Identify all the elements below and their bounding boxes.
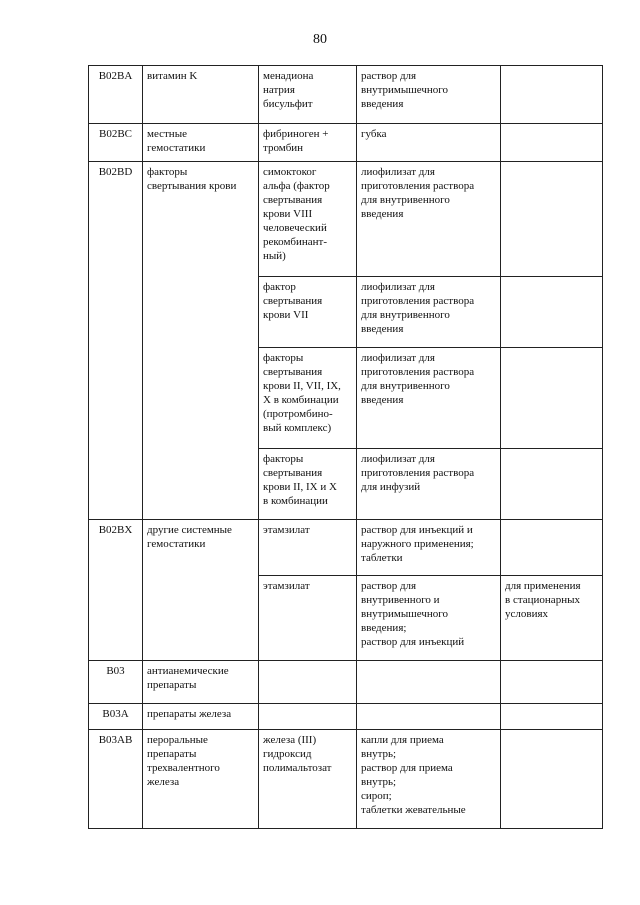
dosage-form: раствор для внутримышечного введения: [357, 66, 501, 124]
atc-code: B03AB: [89, 730, 143, 829]
drug-name: фибриноген + тромбин: [259, 124, 357, 162]
dosage-form: лиофилизат для приготовления раствора для инфузий: [357, 449, 501, 520]
table-row-b02bc: [89, 124, 603, 162]
drug-name: этамзилат: [259, 576, 357, 661]
drug-name: факторы свертывания крови II, IX и X в комбинации: [259, 449, 357, 520]
drug-name: [259, 661, 357, 704]
pharmacological-group: другие системные гемостатики: [143, 520, 259, 661]
drug-name: [259, 704, 357, 730]
note: [501, 520, 603, 576]
note: [501, 704, 603, 730]
dosage-form: раствор для инъекций и наружного применения; таблетки: [357, 520, 501, 576]
drug-name: факторы свертывания крови II, VII, IX, X в комбинации (протромбино- вый комплекс): [259, 348, 357, 449]
atc-code: B02BD: [89, 162, 143, 520]
dosage-form: [357, 704, 501, 730]
pharmacological-group: факторы свертывания крови: [143, 162, 259, 520]
atc-code: B03: [89, 661, 143, 704]
pharmacological-group: антианемические препараты: [143, 661, 259, 704]
note: [501, 124, 603, 162]
dosage-form: капли для приема внутрь; раствор для приема внутрь; сироп; таблетки жевательные: [357, 730, 501, 829]
table-row-b02bd: [89, 162, 603, 277]
note: [501, 661, 603, 704]
page-number: 80: [313, 32, 327, 47]
table-row-b03ab: [89, 730, 603, 829]
atc-code: B02BX: [89, 520, 143, 661]
pharmacological-group: пероральные препараты трехвалентного железа: [143, 730, 259, 829]
dosage-form: раствор для внутривенного и внутримышечного введения; раствор для инъекций: [357, 576, 501, 661]
dosage-form: лиофилизат для приготовления раствора для внутривенного введения: [357, 162, 501, 277]
note: [501, 66, 603, 124]
pharmacological-group: местные гемостатики: [143, 124, 259, 162]
dosage-form: лиофилизат для приготовления раствора для внутривенного введения: [357, 348, 501, 449]
table-row-b02bx: [89, 520, 603, 576]
note: [501, 348, 603, 449]
atc-code: B03A: [89, 704, 143, 730]
note: для применения в стационарных условиях: [501, 576, 603, 661]
table-row-b03: [89, 661, 603, 704]
note: [501, 277, 603, 348]
pharmacological-group: витамин K: [143, 66, 259, 124]
table-row-b02ba: [89, 66, 603, 124]
drug-name: железа (III) гидроксид полимальтозат: [259, 730, 357, 829]
drug-name: симоктоког альфа (фактор свертывания крови VIII человеческий рекомбинант- ный): [259, 162, 357, 277]
note: [501, 730, 603, 829]
drug-table: [88, 65, 603, 829]
drug-name: фактор свертывания крови VII: [259, 277, 357, 348]
drug-name: этамзилат: [259, 520, 357, 576]
dosage-form: губка: [357, 124, 501, 162]
note: [501, 162, 603, 277]
atc-code: B02BA: [89, 66, 143, 124]
drug-name: менадиона натрия бисульфит: [259, 66, 357, 124]
note: [501, 449, 603, 520]
dosage-form: [357, 661, 501, 704]
table-row-b03a: [89, 704, 603, 730]
atc-code: B02BC: [89, 124, 143, 162]
dosage-form: лиофилизат для приготовления раствора для внутривенного введения: [357, 277, 501, 348]
pharmacological-group: препараты железа: [143, 704, 259, 730]
